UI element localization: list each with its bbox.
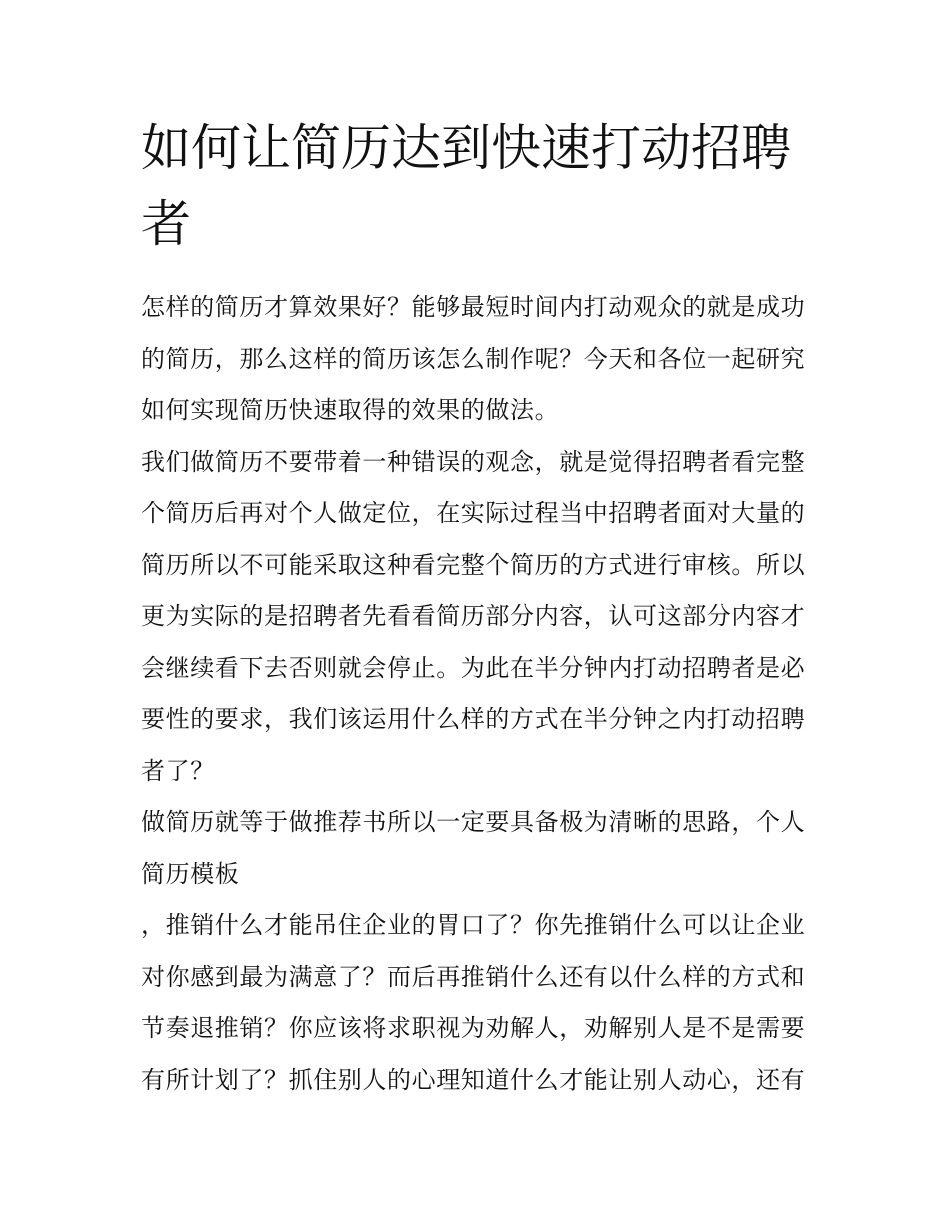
text-line: 如何实现简历快速取得的效果的做法。: [141, 396, 560, 424]
text-line: 有所计划了？抓住别人的心理知道什么才能让别人动心，还有: [141, 1065, 806, 1094]
text-line: 怎样的简历才算效果好？能够最短时间内打动观众的就是成功: [141, 293, 806, 321]
text-line: 个简历后再对个人做定位，在实际过程当中招聘者面对大量的: [141, 499, 806, 527]
text-line: 简历模板: [141, 859, 240, 888]
text-line: 更为实际的是招聘者先看看简历部分内容，认可这部分内容才: [141, 602, 806, 630]
text-line: 要性的要求，我们该运用什么样的方式在半分钟之内打动招聘: [141, 705, 806, 733]
document-content: [141, 110, 813, 1106]
text-line: 对你感到最为满意了？而后再推销什么还有以什么样的方式和: [141, 962, 806, 991]
text-line: 者了？: [141, 756, 215, 785]
text-line: 节奏退推销？你应该将求职视为劝解人，劝解别人是不是需要: [141, 1014, 806, 1042]
text-line: 做简历就等于做推荐书所以一定要具备极为清晰的思路，个人: [141, 808, 806, 836]
text-line: 的简历，那么这样的简历该怎么制作呢？今天和各位一起研究: [141, 344, 806, 373]
document-title: 如何让简历达到快速打动招聘者: [141, 119, 791, 253]
text-line: ，推销什么才能吊住企业的胃口了？你先推销什么可以让企业: [141, 911, 806, 939]
text-line: 会继续看下去否则就会停止。为此在半分钟内打动招聘者是必: [141, 653, 806, 682]
document-body: [141, 282, 813, 1106]
text-line: 简历所以不可能采取这种看完整个简历的方式进行审核。所以: [141, 550, 806, 579]
text-line: 我们做简历不要带着一种错误的观念，就是觉得招聘者看完整: [141, 447, 806, 476]
